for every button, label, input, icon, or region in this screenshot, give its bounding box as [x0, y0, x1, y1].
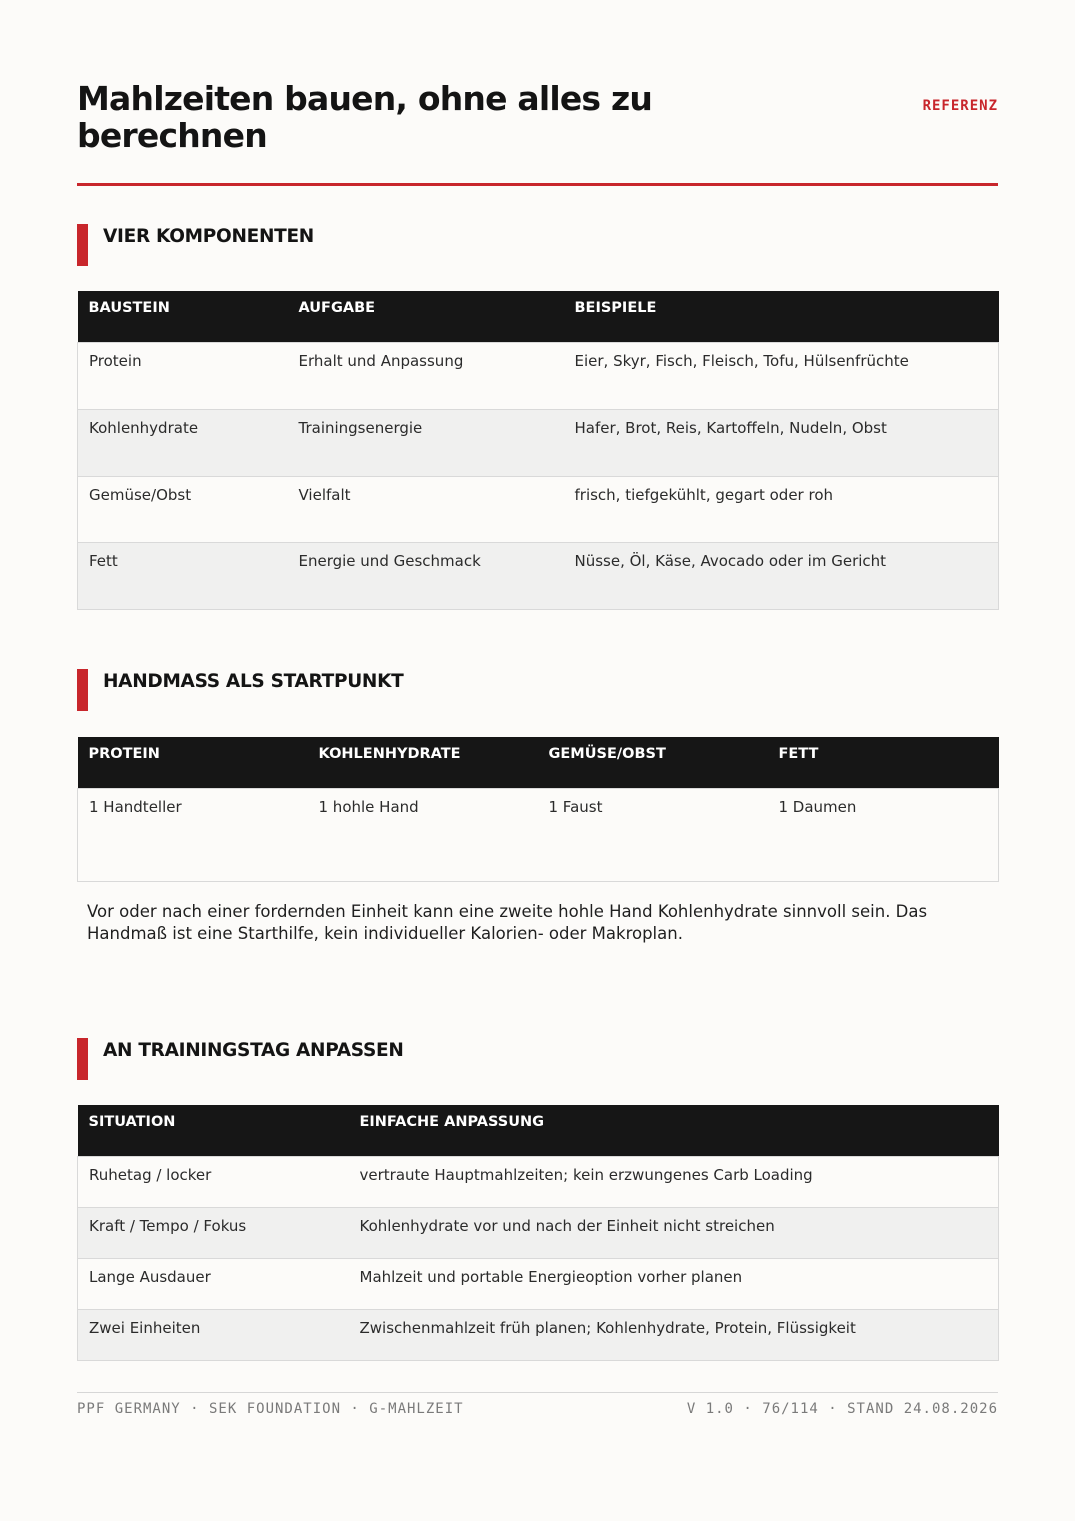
footer-source: PPF GERMANY · SEK FOUNDATION · G-MAHLZEIT [77, 1401, 464, 1417]
section-heading [77, 224, 998, 266]
table-cell: Kohlenhydrate vor und nach der Einheit nicht streichen [349, 1207, 999, 1258]
table-row [78, 409, 999, 476]
table-row [78, 476, 999, 542]
section-accent-bar [77, 1038, 88, 1080]
section-title: HANDMASS ALS STARTPUNKT [103, 671, 404, 692]
column-header: PROTEIN [88, 746, 160, 762]
table-cell: 1 Daumen [768, 788, 999, 881]
table-row [78, 1309, 999, 1360]
training-day-table [77, 1105, 999, 1361]
header-rule [77, 183, 998, 186]
table-row [78, 542, 999, 609]
table-cell: Lange Ausdauer [78, 1258, 349, 1309]
column-header: FETT [778, 746, 819, 762]
table-row [78, 1156, 999, 1207]
table-cell: Fett [78, 542, 288, 609]
column-header: AUFGABE [298, 300, 376, 316]
table-cell: Mahlzeit und portable Energieoption vorher planen [349, 1258, 999, 1309]
table-cell: Trainingsenergie [288, 409, 564, 476]
table-cell: 1 Faust [538, 788, 768, 881]
hand-portion-table [77, 737, 999, 882]
footer-divider [77, 1392, 998, 1393]
section-title: AN TRAININGSTAG ANPASSEN [103, 1040, 404, 1061]
section-heading [77, 669, 998, 711]
table-cell: Kohlenhydrate [78, 409, 288, 476]
table-header-row [78, 737, 999, 788]
column-header: SITUATION [88, 1114, 176, 1130]
table-cell: Nüsse, Öl, Käse, Avocado oder im Gericht [564, 542, 999, 609]
section-heading [77, 1038, 998, 1080]
table-cell: 1 hohle Hand [308, 788, 538, 881]
table-cell: Erhalt und Anpassung [288, 342, 564, 409]
column-header: BEISPIELE [574, 300, 657, 316]
table-cell: Zwischenmahlzeit früh planen; Kohlenhydrate, Protein, Flüssigkeit [349, 1309, 999, 1360]
components-table [77, 291, 999, 610]
page-header [77, 80, 998, 186]
table-cell: Protein [78, 342, 288, 409]
reference-tag: REFERENZ [922, 98, 998, 114]
table-cell: Energie und Geschmack [288, 542, 564, 609]
table-cell: vertraute Hauptmahlzeiten; kein erzwungenes Carb Loading [349, 1156, 999, 1207]
table-row [78, 788, 999, 881]
table-cell: Ruhetag / locker [78, 1156, 349, 1207]
column-header: GEMÜSE/OBST [548, 746, 666, 762]
table-row [78, 342, 999, 409]
section-accent-bar [77, 224, 88, 266]
footer-version: V 1.0 · 76/114 · STAND 24.08.2026 [686, 1401, 998, 1417]
table-cell: Vielfalt [288, 476, 564, 542]
hand-portion-note: Vor oder nach einer fordernden Einheit kann eine zweite hohle Hand Kohlenhydrate sinnvoll sein. Das Handmaß ist eine Starthilfe, kein individueller Kalorien- oder Makroplan. [87, 902, 928, 943]
section-accent-bar [77, 669, 88, 711]
table-header-row [78, 291, 999, 342]
table-row [78, 1207, 999, 1258]
column-header: BAUSTEIN [88, 300, 170, 316]
table-header-row [78, 1105, 999, 1156]
table-cell: frisch, tiefgekühlt, gegart oder roh [564, 476, 999, 542]
table-cell: Hafer, Brot, Reis, Kartoffeln, Nudeln, Obst [564, 409, 999, 476]
table-cell: Eier, Skyr, Fisch, Fleisch, Tofu, Hülsenfrüchte [564, 342, 999, 409]
table-cell: Kraft / Tempo / Fokus [78, 1207, 349, 1258]
table-cell: 1 Handteller [78, 788, 308, 881]
table-cell: Zwei Einheiten [78, 1309, 349, 1360]
column-header: KOHLENHYDRATE [318, 746, 461, 762]
section-title: VIER KOMPONENTEN [103, 226, 314, 247]
page-title: Mahlzeiten bauen, ohne alles zu berechnen [77, 79, 653, 155]
table-row [78, 1258, 999, 1309]
column-header: EINFACHE ANPASSUNG [359, 1114, 545, 1130]
table-cell: Gemüse/Obst [78, 476, 288, 542]
